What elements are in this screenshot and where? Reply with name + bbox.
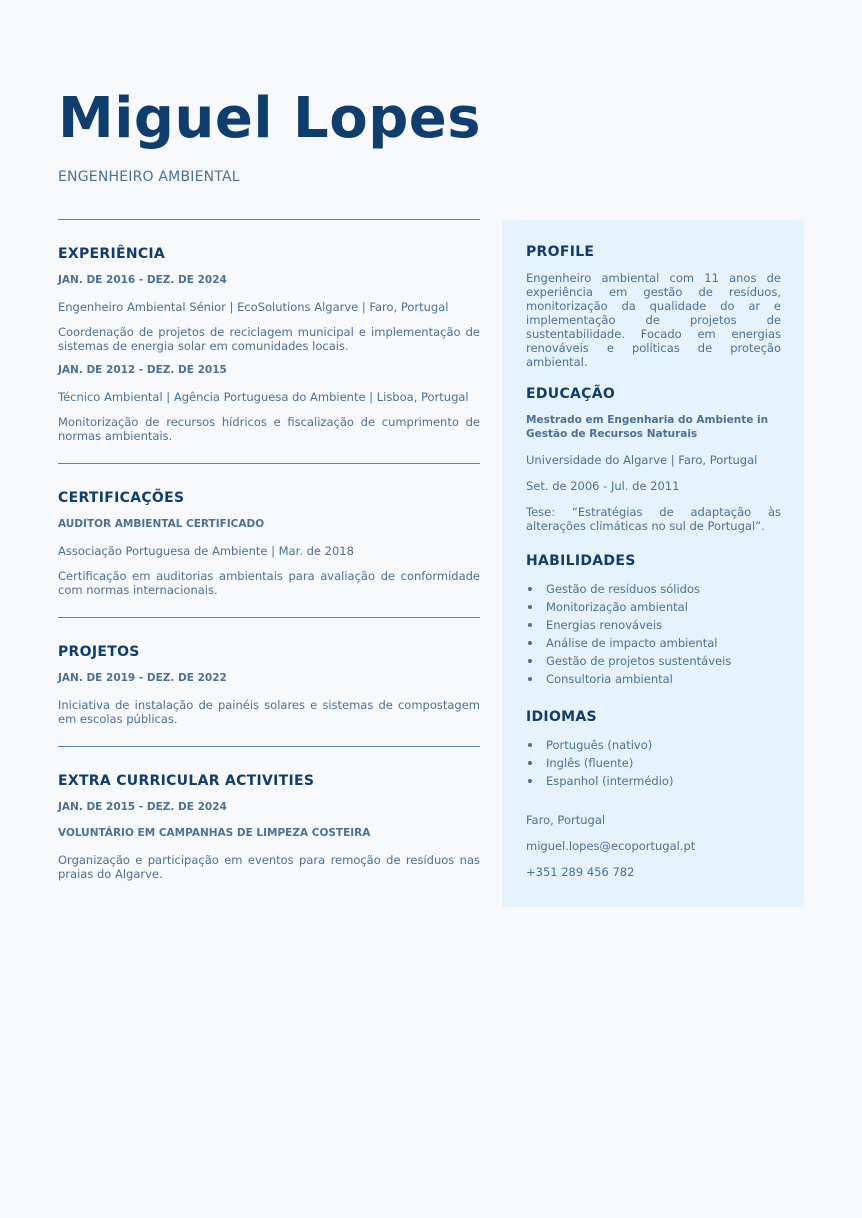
skill-item: Energias renováveis [526, 616, 781, 634]
language-item: Português (nativo) [526, 736, 781, 754]
skill-item: Análise de impacto ambiental [526, 634, 781, 652]
contact-location: Faro, Portugal [526, 813, 606, 827]
profile-text: Engenheiro ambiental com 11 anos de experiência em gestão de resíduos, monitorização da qualidade do ar e implementação de projetos de sustentabilidade. Focado em energias renováveis e políticas de proteção ambiental. [526, 271, 781, 369]
contact-email[interactable]: miguel.lopes@ecoportugal.pt [526, 839, 696, 853]
language-item: Inglês (fluente) [526, 754, 781, 772]
contact-phone[interactable]: +351 289 456 782 [526, 865, 635, 879]
profile-heading: PROFILE [526, 244, 595, 260]
projects-heading: PROJETOS [58, 644, 140, 660]
projects-section [58, 618, 480, 746]
language-item: Espanhol (intermédio) [526, 772, 781, 790]
education-thesis: Tese: “Estratégias de adaptação às alterações climáticas no sul de Portugal”. [526, 505, 781, 533]
contact-section [526, 813, 781, 879]
experience-description: Monitorização de recursos hídricos e fiscalização de cumprimento de normas ambientais. [58, 415, 480, 443]
extra-heading: EXTRA CURRICULAR ACTIVITIES [58, 773, 315, 789]
experience-description: Coordenação de projetos de reciclagem municipal e implementação de sistemas de energia solar em comunidades locais. [58, 325, 480, 353]
main-column [58, 219, 480, 901]
candidate-name: Miguel Lopes [58, 86, 482, 151]
experience-date: JAN. DE 2012 - DEZ. DE 2015 [58, 364, 227, 376]
certifications-section [58, 464, 480, 617]
candidate-role: ENGENHEIRO AMBIENTAL [58, 169, 240, 185]
experience-position: Engenheiro Ambiental Sénior | EcoSolutions Algarve | Faro, Portugal [58, 300, 449, 314]
certification-issuer: Associação Portuguesa de Ambiente | Mar. de 2018 [58, 544, 354, 558]
project-description: Iniciativa de instalação de painéis solares e sistemas de compostagem em escolas públicas. [58, 698, 480, 726]
languages-list [526, 736, 781, 790]
skill-item: Gestão de projetos sustentáveis [526, 652, 781, 670]
experience-section [58, 220, 480, 463]
certifications-heading: CERTIFICAÇÕES [58, 490, 185, 506]
skills-heading: HABILIDADES [526, 553, 636, 569]
skills-section [526, 553, 781, 688]
skills-list [526, 580, 781, 688]
skill-item: Gestão de resíduos sólidos [526, 580, 781, 598]
experience-position: Técnico Ambiental | Agência Portuguesa do Ambiente | Lisboa, Portugal [58, 390, 469, 404]
project-date: JAN. DE 2019 - DEZ. DE 2022 [58, 672, 227, 684]
extra-role: VOLUNTÁRIO EM CAMPANHAS DE LIMPEZA COSTEIRA [58, 827, 371, 839]
sidebar [502, 220, 804, 907]
skill-item: Monitorização ambiental [526, 598, 781, 616]
education-school: Universidade do Algarve | Faro, Portugal [526, 453, 758, 467]
experience-date: JAN. DE 2016 - DEZ. DE 2024 [58, 274, 227, 286]
skill-item: Consultoria ambiental [526, 670, 781, 688]
education-dates: Set. de 2006 - Jul. de 2011 [526, 479, 680, 493]
experience-heading: EXPERIÊNCIA [58, 246, 166, 262]
extra-date: JAN. DE 2015 - DEZ. DE 2024 [58, 801, 227, 813]
extra-description: Organização e participação em eventos para remoção de resíduos nas praias do Algarve. [58, 853, 480, 881]
languages-heading: IDIOMAS [526, 709, 597, 725]
education-degree: Mestrado em Engenharia do Ambiente in Gestão de Recursos Naturais [526, 414, 769, 440]
profile-section [526, 244, 781, 369]
certification-name: AUDITOR AMBIENTAL CERTIFICADO [58, 518, 265, 530]
languages-section [526, 709, 781, 790]
education-heading: EDUCAÇÃO [526, 386, 616, 402]
certification-description: Certificação em auditorias ambientais para avaliação de conformidade com normas internacionais. [58, 569, 480, 597]
extra-section [58, 747, 480, 901]
education-section [526, 386, 781, 533]
